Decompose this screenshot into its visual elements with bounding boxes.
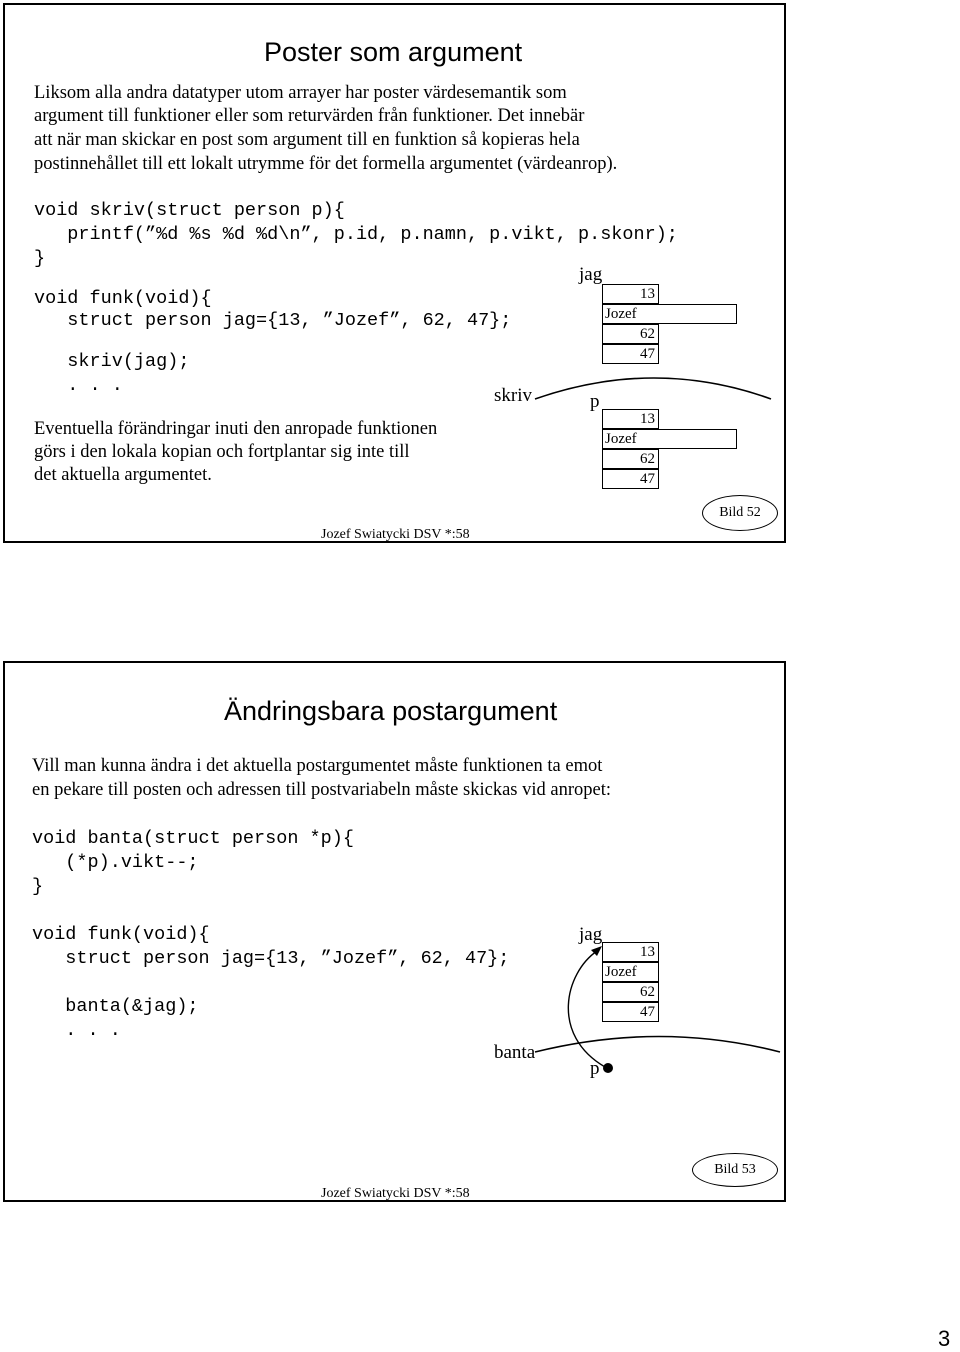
- slide-number-badge: Bild 52: [702, 495, 778, 531]
- code-line-4: void funk(void){: [34, 288, 212, 309]
- slide-title: Ändringsbara postargument: [224, 696, 558, 726]
- code-line-7: . . .: [34, 375, 123, 396]
- scope-arc: [5, 5, 784, 541]
- paragraph-line-1: Liksom alla andra datatyper utom arrayer har poster värdesemantik som: [34, 83, 567, 103]
- pointer-arrow: [568, 951, 605, 1067]
- func-label-skriv: skriv: [494, 385, 532, 406]
- pointer-diagram: [5, 663, 784, 1200]
- code-line-1: void banta(struct person *p){: [32, 828, 354, 849]
- code-line-1: void skriv(struct person p){: [34, 200, 345, 221]
- field-id: 13: [602, 409, 659, 429]
- code-line-7: . . .: [32, 1020, 121, 1041]
- footer-author: Jozef Swiatycki DSV *:58: [321, 527, 470, 542]
- code-line-4: void funk(void){: [32, 924, 210, 945]
- func-label-banta: banta: [494, 1042, 536, 1063]
- field-id: 13: [602, 942, 659, 962]
- field-namn: Jozef: [602, 304, 737, 324]
- paragraph-line-4: postinnehållet till ett lokalt utrymme för det formella argumentet (värdeanrop).: [34, 154, 618, 174]
- field-namn: Jozef: [602, 962, 659, 982]
- paragraph-line-2: en pekare till posten och adressen till postvariabeln måste skickas vid anropet:: [32, 780, 611, 800]
- field-skonr: 47: [602, 344, 659, 364]
- code-line-3: }: [32, 876, 44, 897]
- code-line-5: struct person jag={13, ”Jozef”, 62, 47};: [32, 948, 510, 969]
- field-vikt: 62: [602, 324, 659, 344]
- var-label-jag: jag: [579, 924, 603, 945]
- paragraph-line-3: att när man skickar en post som argument till en funktion så kopieras hela: [34, 130, 580, 150]
- footer-author: Jozef Swiatycki DSV *:58: [321, 1186, 470, 1201]
- code-line-5: struct person jag={13, ”Jozef”, 62, 47};: [34, 310, 512, 331]
- slide-52: [3, 3, 786, 543]
- slide-53: [3, 661, 786, 1202]
- code-line-6: skriv(jag);: [34, 351, 190, 372]
- scope-arc: [535, 1037, 780, 1053]
- field-vikt: 62: [602, 982, 659, 1002]
- field-id: 13: [602, 284, 659, 304]
- note-line-2: görs i den lokala kopian och fortplantar sig inte till: [34, 442, 410, 462]
- code-line-3: }: [34, 248, 46, 269]
- paragraph-line-1: Vill man kunna ändra i det aktuella postargumentet måste funktionen ta emot: [32, 756, 603, 776]
- field-skonr: 47: [602, 1002, 659, 1022]
- code-line-2: (*p).vikt--;: [32, 852, 199, 873]
- code-line-6: banta(&jag);: [32, 996, 199, 1017]
- field-namn: Jozef: [602, 429, 737, 449]
- page-number: 3: [938, 1326, 951, 1351]
- note-line-1: Eventuella förändringar inuti den anropade funktionen: [34, 419, 438, 439]
- code-line-2: printf(”%d %s %d %d\n”, p.id, p.namn, p.vikt, p.skonr);: [34, 224, 678, 245]
- var-label-jag: jag: [579, 264, 603, 285]
- slide-title: Poster som argument: [264, 37, 523, 67]
- param-label-p: p: [590, 1058, 600, 1079]
- paragraph-line-2: argument till funktioner eller som returvärden från funktioner. Det innebär: [34, 106, 585, 126]
- note-line-3: det aktuella argumentet.: [34, 465, 212, 485]
- field-skonr: 47: [602, 469, 659, 489]
- pointer-dot: [603, 1063, 613, 1073]
- slide-number-badge: Bild 53: [692, 1153, 778, 1187]
- param-label-p: p: [590, 391, 600, 412]
- field-vikt: 62: [602, 449, 659, 469]
